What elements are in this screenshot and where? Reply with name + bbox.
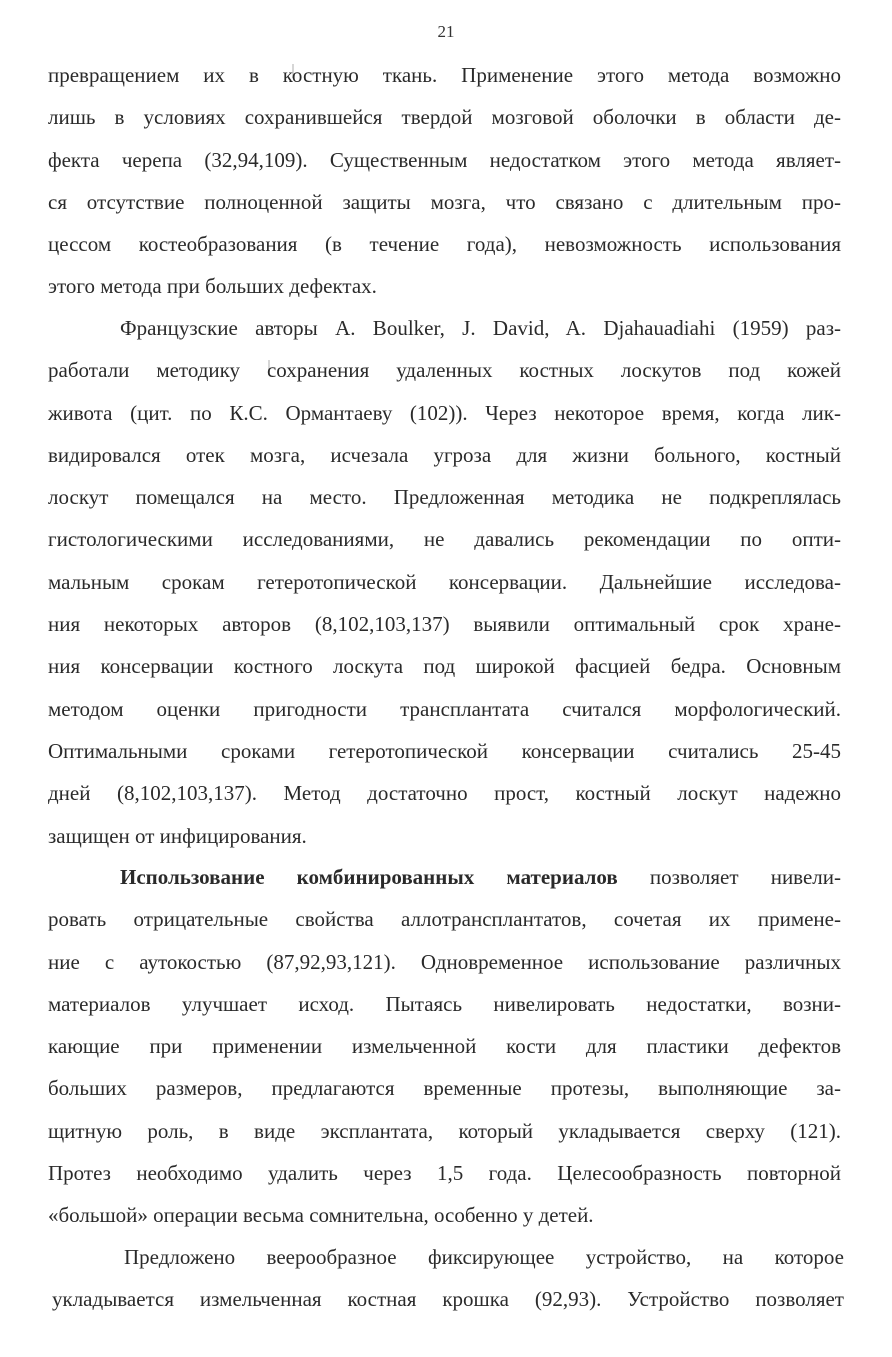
paragraph-4 xyxy=(52,1236,844,1321)
text-line: гистологическими исследованиями, не давались рекомендации по опти- xyxy=(48,527,841,552)
text-line: кающие при применении измельченной кости для пластики дефектов xyxy=(48,1034,841,1059)
text-line: методом оценки пригодности трансплантата считался морфологический. xyxy=(48,696,841,721)
text-line: ния некоторых авторов (8,102,103,137) выявили оптимальный срок хране- xyxy=(48,612,841,637)
paragraph-3 xyxy=(48,856,841,1237)
text-line: видировался отек мозга, исчезала угроза для жизни больного, костный xyxy=(48,442,841,467)
text-line: больших размеров, предлагаются временные протезы, выполняющие за- xyxy=(48,1076,841,1101)
text-line: щитную роль, в виде эксплантата, который укладывается сверху (121). xyxy=(48,1118,841,1143)
text-line: Предложено веерообразное фиксирующее устройство, на которое xyxy=(124,1245,844,1269)
text-line: ние с аутокостью (87,92,93,121). Одновременное использование различных xyxy=(48,949,841,974)
text-line: фекта черепа (32,94,109). Существенным недостатком этого метода являет- xyxy=(48,147,841,172)
text-line: работали методику сохранения удаленных костных лоскутов под кожей xyxy=(48,358,841,383)
first-line-rest: позволяет нивели- xyxy=(617,865,842,889)
text-line: цессом костеобразования (в течение года), невозможность использования xyxy=(48,232,841,257)
text-line: «большой» операции весьма сомнительна, особенно у детей. xyxy=(48,1203,594,1228)
text-line: дней (8,102,103,137). Метод достаточно прост, костный лоскут надежно xyxy=(48,781,841,806)
text-line xyxy=(48,856,841,898)
paragraph-2 xyxy=(48,307,841,857)
text-line: ровать отрицательные свойства аллотрансплантатов, сочетая их примене- xyxy=(48,907,841,932)
paragraph-1 xyxy=(48,54,841,308)
text-line: ся отсутствие полноценной защиты мозга, что связано с длительным про- xyxy=(48,189,841,214)
text-line: живота (цит. по К.С. Ормантаеву (102)). Через некоторое время, когда лик- xyxy=(48,400,841,425)
text-line: мальным срокам гетеротопической консервации. Дальнейшие исследова- xyxy=(48,569,841,594)
text-line: укладывается измельченная костная крошка (92,93). Устройство позволяет xyxy=(52,1287,844,1312)
text-line: материалов улучшает исход. Пытаясь нивелировать недостатки, возни- xyxy=(48,991,841,1016)
text-line: превращением их в костную ткань. Применение этого метода возможно xyxy=(48,63,841,87)
text-line: Французские авторы A. Boulker, J. David, A. Djahauadiahi (1959) раз- xyxy=(120,316,841,340)
page-number: 21 xyxy=(437,22,455,41)
text-line: лишь в условиях сохранившейся твердой мозговой оболочки в области де- xyxy=(48,105,841,130)
text-line: Протез необходимо удалить через 1,5 года. Целесообразность повторной xyxy=(48,1161,841,1186)
text-line: ния консервации костного лоскута под широкой фасцией бедра. Основным xyxy=(48,654,841,679)
bold-lead: Использование комбинированных материалов xyxy=(120,865,618,889)
text-line: защищен от инфицирования. xyxy=(48,823,307,848)
text-line: этого метода при больших дефектах. xyxy=(48,274,377,299)
text-line: Оптимальными сроками гетеротопической консервации считались 25-45 xyxy=(48,738,841,763)
text-line: лоскут помещался на место. Предложенная методика не подкреплялась xyxy=(48,485,841,510)
